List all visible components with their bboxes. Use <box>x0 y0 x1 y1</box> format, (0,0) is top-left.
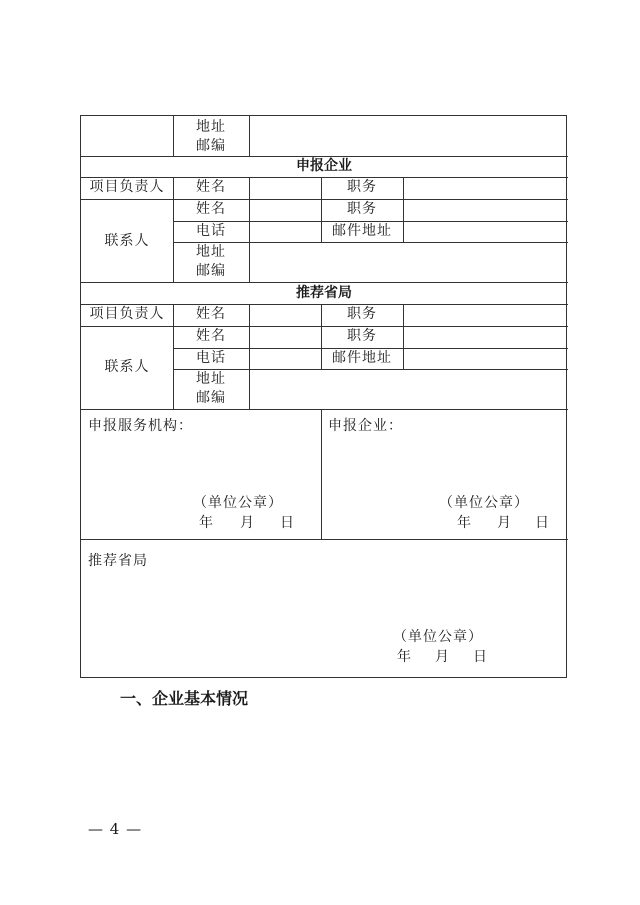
col-divider <box>173 116 174 156</box>
service-org-label: 申报服务机构： <box>88 418 193 434</box>
row-divider <box>81 199 568 200</box>
postcode-label: 邮编 <box>196 263 226 279</box>
col-divider <box>249 177 250 282</box>
address-label: 地址 <box>196 371 226 387</box>
row-divider <box>81 539 568 540</box>
project-lead-label: 项目负责人 <box>89 179 165 195</box>
row-divider <box>81 326 568 327</box>
position-label: 职务 <box>347 201 377 217</box>
col-divider <box>249 304 250 409</box>
row-divider <box>173 242 568 243</box>
postcode-label: 邮编 <box>196 390 226 406</box>
email-label: 邮件地址 <box>332 223 392 239</box>
phone-label: 电话 <box>196 223 226 239</box>
enterprise-seal-label: 申报企业： <box>328 418 403 434</box>
position-label: 职务 <box>347 306 377 322</box>
date-year: 年 <box>199 515 214 531</box>
province-section-header: 推荐省局 <box>296 285 352 301</box>
col-divider <box>403 177 404 242</box>
date-day: 日 <box>535 515 550 531</box>
col-divider <box>321 304 322 369</box>
position-label: 职务 <box>347 328 377 344</box>
email-label: 邮件地址 <box>332 350 392 366</box>
page-number: — 4 — <box>88 820 143 838</box>
name-label: 姓名 <box>196 201 226 217</box>
name-label: 姓名 <box>196 328 226 344</box>
date-month: 月 <box>240 515 255 531</box>
date-month: 月 <box>497 515 512 531</box>
col-divider <box>321 177 322 242</box>
name-label: 姓名 <box>196 179 226 195</box>
section-heading: 一、企业基本情况 <box>120 689 249 708</box>
unit-seal-text: （单位公章） <box>393 629 483 645</box>
unit-seal-text: （单位公章） <box>439 495 529 511</box>
address-label: 地址 <box>196 119 226 135</box>
col-divider <box>403 304 404 369</box>
phone-label: 电话 <box>196 350 226 366</box>
application-form-table <box>80 115 567 678</box>
address-label: 地址 <box>196 244 226 260</box>
contact-label: 联系人 <box>104 359 150 375</box>
col-divider <box>249 116 250 156</box>
position-label: 职务 <box>347 179 377 195</box>
row-divider <box>81 409 568 410</box>
contact-label: 联系人 <box>104 233 150 249</box>
date-day: 日 <box>280 515 295 531</box>
name-label: 姓名 <box>196 306 226 322</box>
date-day: 日 <box>473 649 488 665</box>
col-divider <box>173 304 174 409</box>
province-seal-label: 推荐省局 <box>88 553 148 569</box>
project-lead-label: 项目负责人 <box>89 306 165 322</box>
date-month: 月 <box>435 649 450 665</box>
postcode-label: 邮编 <box>196 138 226 154</box>
date-year: 年 <box>397 649 412 665</box>
col-divider <box>321 409 322 539</box>
enterprise-section-header: 申报企业 <box>296 158 352 174</box>
date-year: 年 <box>457 515 472 531</box>
row-divider <box>81 282 568 283</box>
row-divider <box>173 369 568 370</box>
col-divider <box>173 177 174 282</box>
unit-seal-text: （单位公章） <box>193 495 283 511</box>
